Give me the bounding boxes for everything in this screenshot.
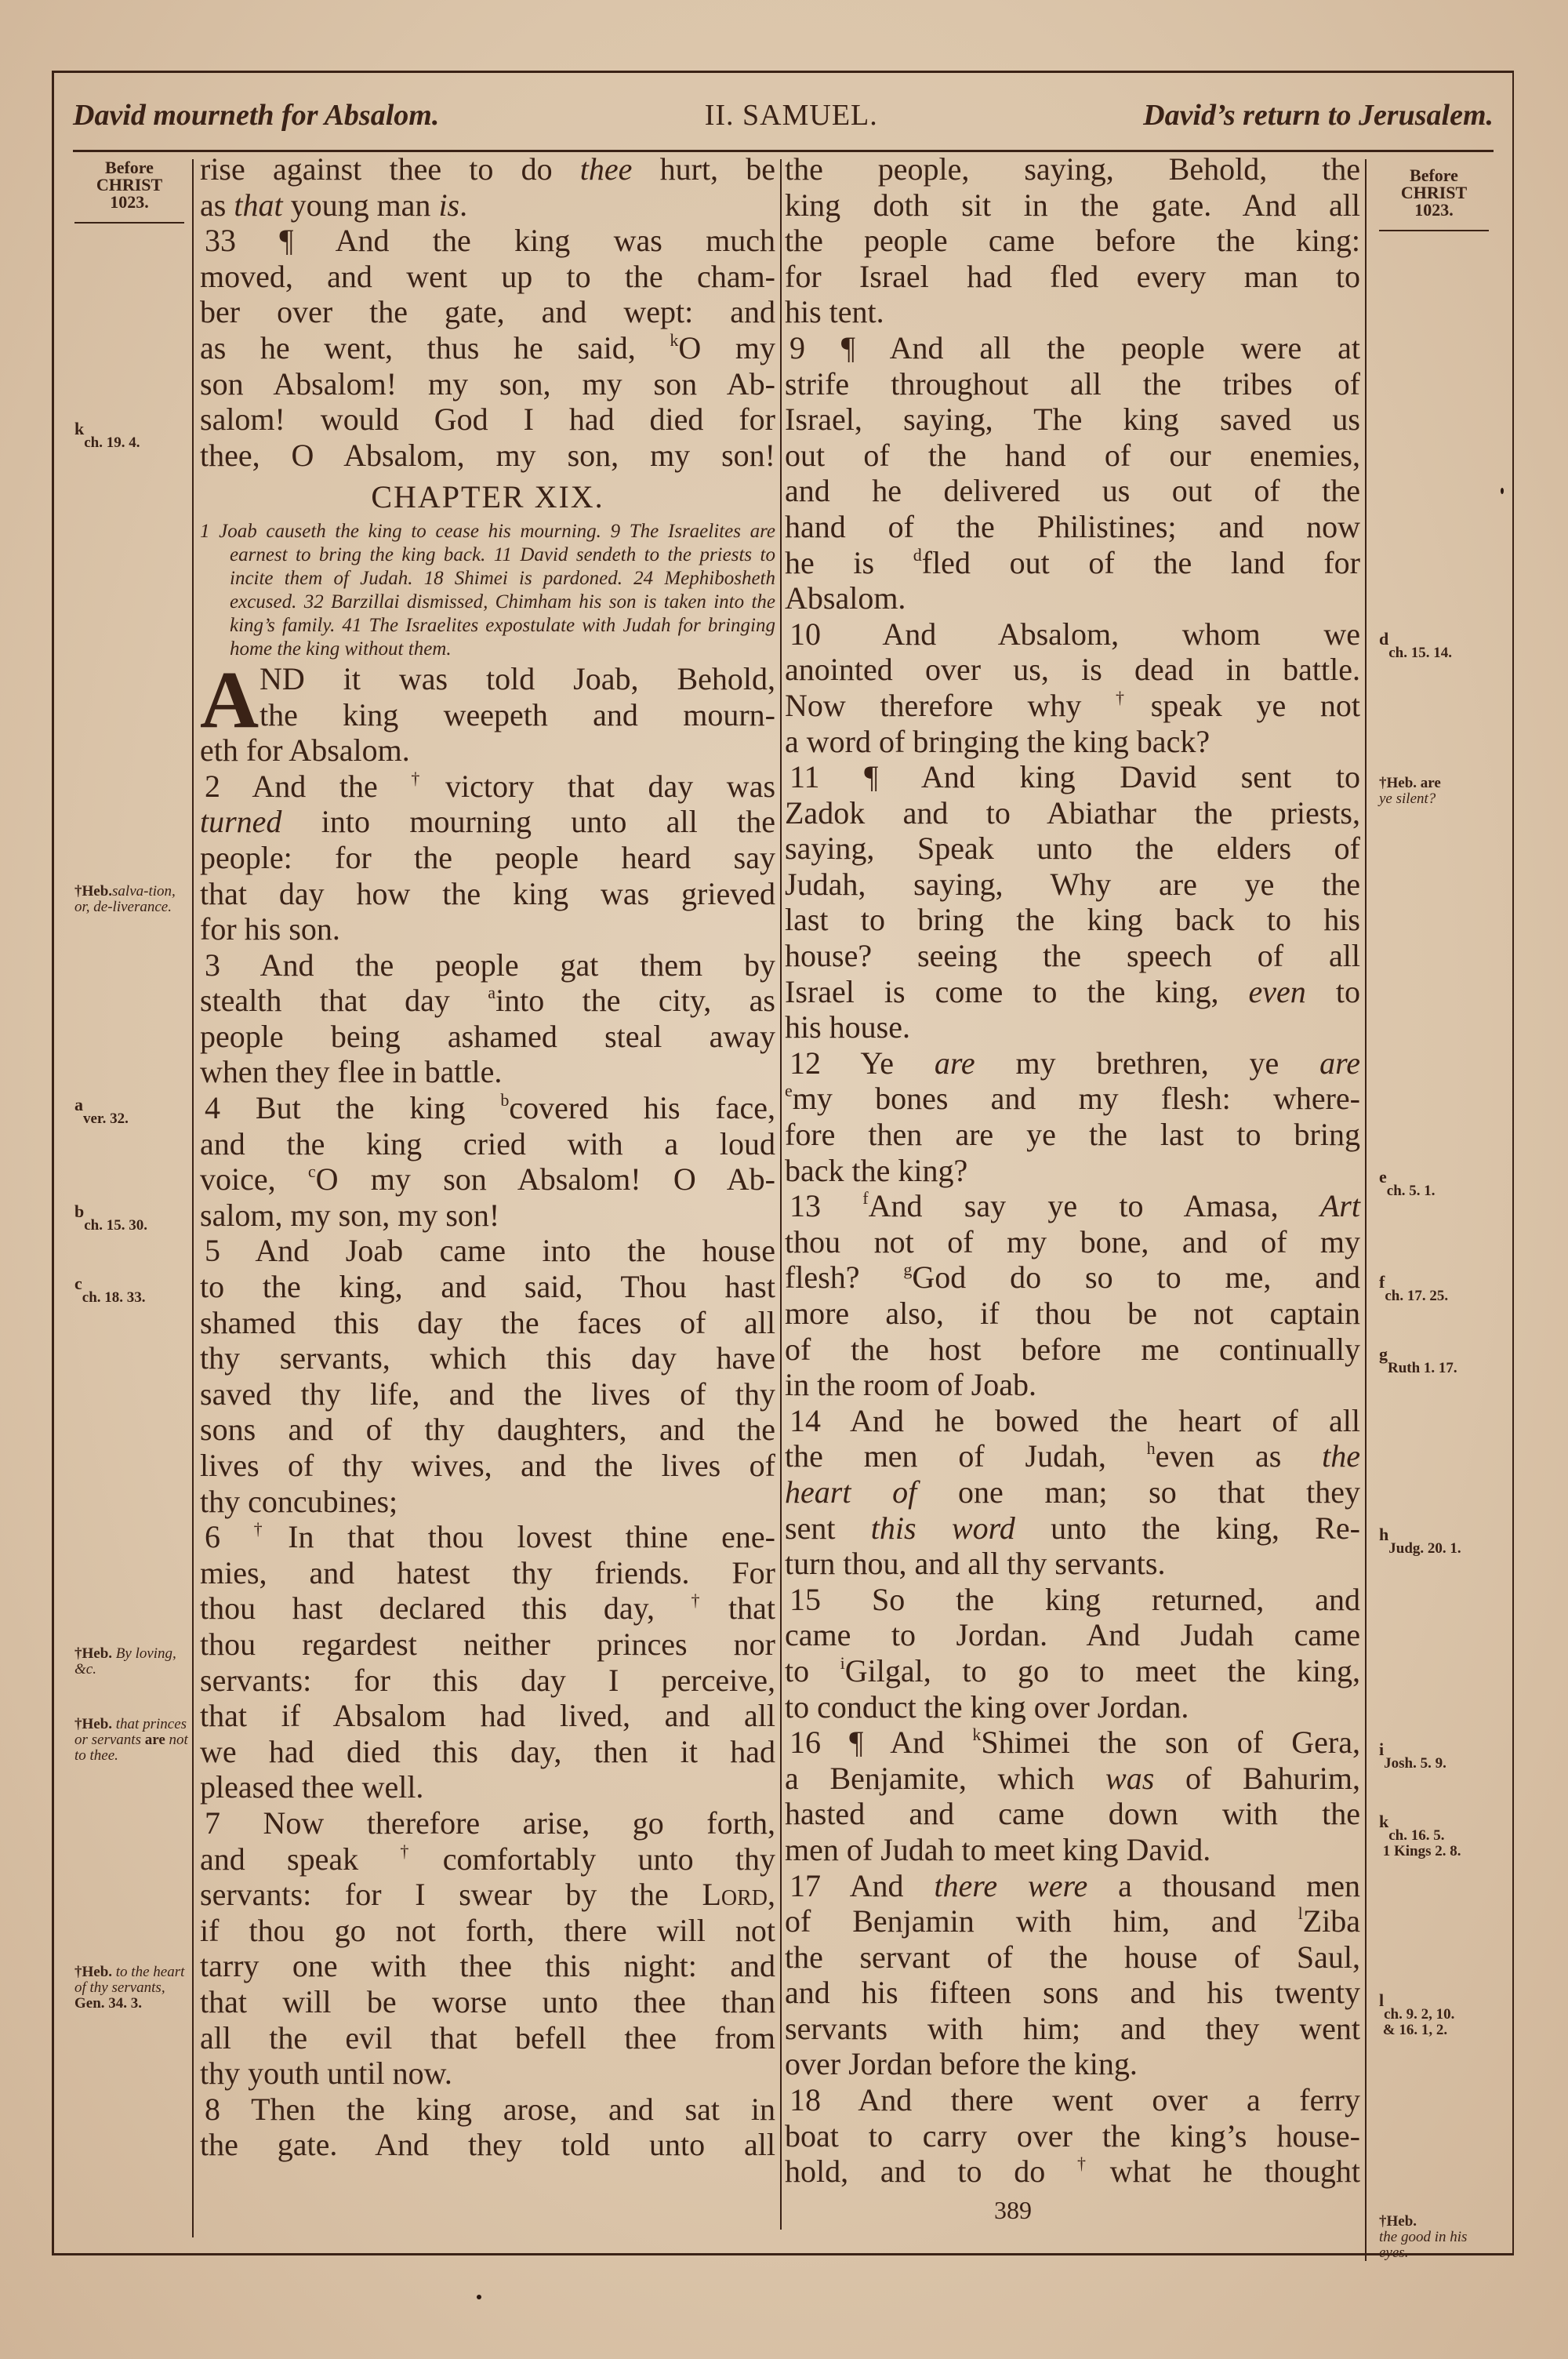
margin-note: †Heb. are ye silent? [1379, 775, 1441, 807]
text-line: of the host before me continually [785, 1331, 1360, 1367]
margin-note: $^l$ch. 9. 2, 10. & 16. 1, 2. [1379, 1990, 1455, 2038]
column-rule-right [1365, 159, 1367, 2261]
era-line: 1023. [110, 192, 149, 212]
text-line: $^e$my bones and my flesh: where- [785, 1081, 1360, 1117]
verse-line: 8 Then the king arose, and sat in [205, 2091, 775, 2127]
era-line: 1023. [1414, 200, 1454, 220]
text-line: the people, saying, Behold, the [785, 151, 1360, 187]
text-line: sons and of thy daughters, and the [200, 1412, 775, 1448]
text-line: came to Jordan. And Judah came [785, 1617, 1360, 1653]
text-line: to conduct the king over Jordan. [785, 1688, 1189, 1725]
margin-note: $^d$ch. 15. 14. [1379, 629, 1452, 661]
ink-speck [1501, 488, 1504, 494]
ink-speck [477, 2295, 481, 2299]
text-line: son Absalom! my son, my son Ab- [200, 365, 775, 402]
text-line: the men of Judah, $^h$even as the [785, 1438, 1360, 1474]
margin-note: †Heb. the good in his eyes. [1379, 2213, 1468, 2261]
text-line: ND it was told Joab, Behold, [260, 660, 775, 696]
text-line: for his son. [200, 911, 340, 947]
running-head-right: David’s return to Jerusalem. [1143, 99, 1494, 132]
margin-note: $^k$ch. 16. 5. 1 Kings 2. 8. [1379, 1812, 1461, 1859]
text-line: the servant of the house of Saul, [785, 1939, 1360, 1975]
verse-line: 4 But the king $^b$covered his face, [205, 1090, 775, 1126]
text-line: in the room of Joab. [785, 1367, 1037, 1403]
text-line: shamed this day the faces of all [200, 1304, 775, 1340]
margin-note: $^b$ch. 15. 30. [74, 1201, 147, 1234]
column-rule-center [780, 159, 782, 2230]
text-line: Israel is come to the king, even to [785, 973, 1360, 1009]
text-line: fore then are ye the last to bring [785, 1117, 1360, 1153]
margin-note: †Heb. that princes or servants are not to thee. [74, 1716, 188, 1764]
text-line: tarry one with thee this night: and [200, 1948, 775, 1984]
text-line: voice, $^c$O my son Absalom! O Ab- [200, 1161, 775, 1198]
text-line: boat to carry over the king’s house- [785, 2117, 1360, 2154]
margin-note: $^g$Ruth 1. 17. [1379, 1344, 1457, 1376]
verse-line: 9 ¶ And all the people were at [789, 329, 1360, 365]
text-line: more also, if thou be not captain [785, 1296, 1360, 1331]
text-line: servants: for I swear by the Lord, [200, 1877, 775, 1913]
text-line: turned into mourning unto all the [200, 804, 775, 840]
text-line: mies, and hatest thy friends. For [200, 1554, 775, 1590]
text-line: Judah, saying, Why are ye the [785, 866, 1360, 902]
page-number: 389 [994, 2196, 1032, 2224]
text-line: stealth that day $^a$into the city, as [200, 983, 775, 1019]
margin-note: $^i$Josh. 5. 9. [1379, 1739, 1446, 1772]
text-line: salom! would God I had died for [200, 402, 775, 438]
text-line: as that young man is. [200, 187, 468, 223]
running-head-book: II. SAMUEL. [704, 99, 878, 132]
text-line: a Benjamite, which was of Bahurim, [785, 1760, 1360, 1796]
verse-line: 10 And Absalom, whom we [789, 616, 1360, 652]
text-line: turn thou, and all thy servants. [785, 1546, 1166, 1582]
text-column-right [785, 151, 1360, 2190]
drop-cap: A [200, 654, 260, 745]
margin-note: $^k$ch. 19. 4. [74, 419, 140, 451]
text-line: king doth sit in the gate. And all [785, 187, 1360, 223]
verse-line: 7 Now therefore arise, go forth, [205, 1805, 775, 1841]
era-line: Before [105, 158, 154, 177]
text-line: that will be worse unto thee than [200, 1983, 775, 2019]
text-column-left [200, 151, 775, 2163]
era-line: CHRIST [1400, 183, 1468, 202]
margin-note: $^e$ch. 5. 1. [1379, 1167, 1436, 1199]
era-marker-left [74, 159, 184, 224]
margin-note: †Heb. By loving, &c. [74, 1645, 176, 1677]
text-line: the people came before the king: [785, 223, 1360, 259]
text-line: ber over the gate, and wept: and [200, 294, 775, 330]
text-line: and he delivered us out of the [785, 473, 1360, 509]
chapter-summary: 1 Joab causeth the king to cease his mourning. 9 The Israelites are earnest to bring the king back. 11 David sendeth to the priests to incite them of Judah. 18 Shimei is pardoned. 24 Mephibosheth excused. 32 Barzillai dismissed, Chimham his son is taken into the king’s family. 41 The Israelites expostulate with Judah for bringing home the king without them. [200, 520, 775, 660]
text-line: that if Absalom had lived, and all [200, 1698, 775, 1734]
verse-line: 33 ¶ And the king was much [205, 223, 775, 259]
text-line: salom, my son, my son! [200, 1197, 500, 1233]
verse-line: 13 $^f$And say ye to Amasa, Art [789, 1188, 1360, 1224]
era-marker-right [1379, 167, 1489, 231]
right-margin [1371, 159, 1497, 2261]
text-line: and his fifteen sons and his twenty [785, 1975, 1360, 2011]
text-line: as he went, thus he said, $^k$O my [200, 329, 776, 365]
text-line: and the king cried with a loud [200, 1125, 775, 1161]
text-line: saved thy life, and the lives of thy [200, 1376, 775, 1412]
text-line: people being ashamed steal away [200, 1018, 775, 1054]
text-line: hasted and came down with the [785, 1796, 1360, 1832]
margin-note: †Heb.salva-tion, or, de-liverance. [74, 883, 176, 915]
text-line: sent this word unto the king, Re- [785, 1510, 1360, 1546]
text-line: for Israel had fled every man to [785, 258, 1360, 294]
text-line: hold, and to do †what he thought [785, 2154, 1361, 2190]
margin-note: $^a$ver. 32. [74, 1095, 129, 1127]
text-line: over Jordan before the king. [785, 2046, 1138, 2082]
verse-line: 12 Ye are my brethren, ye are [789, 1045, 1360, 1081]
text-line: heart of one man; so that they [785, 1474, 1360, 1510]
text-line: to $^i$Gilgal, to go to meet the king, [785, 1652, 1360, 1688]
text-line: hand of the Philistines; and now [785, 508, 1360, 544]
text-line: if thou go not forth, there will not [200, 1912, 775, 1948]
text-line: men of Judah to meet king David. [785, 1831, 1211, 1867]
verse-line: 2 And the †victory that day was [205, 768, 776, 804]
text-line: the gate. And they told unto all [200, 2127, 775, 2163]
text-line: thy concubines; [200, 1483, 398, 1519]
left-margin [67, 159, 192, 2237]
text-line: people: for the people heard say [200, 839, 775, 875]
text-line: servants: for this day I perceive, [200, 1662, 775, 1698]
era-line: Before [1410, 165, 1458, 185]
text-line: we had died this day, then it had [200, 1733, 775, 1769]
verse-line: 17 And there were a thousand men [789, 1867, 1360, 1903]
era-line: CHRIST [96, 175, 163, 194]
text-line: a word of bringing the king back? [785, 723, 1210, 759]
verse-line: 3 And the people gat them by [205, 947, 775, 983]
text-line: house? seeing the speech of all [785, 938, 1360, 974]
text-line: rise against thee to do thee hurt, be [200, 151, 776, 187]
verse-line: 6 †In that thou lovest thine ene- [205, 1519, 776, 1555]
text-line: last to bring the king back to his [785, 902, 1360, 938]
text-line: strife throughout all the tribes of [785, 365, 1360, 402]
text-line: anointed over us, is dead in battle. [785, 652, 1360, 688]
margin-note: $^c$ch. 18. 33. [74, 1274, 146, 1306]
text-line: saying, Speak unto the elders of [785, 831, 1360, 867]
verse-line: 16 ¶ And $^k$Shimei the son of Gera, [789, 1725, 1361, 1761]
text-line: pleased thee well. [200, 1769, 424, 1805]
running-head [73, 92, 1494, 139]
page-frame [52, 71, 1514, 2261]
text-line: Now therefore why †speak ye not [785, 687, 1361, 723]
text-line: Absalom. [785, 580, 906, 616]
verse-line: 14 And he bowed the heart of all [789, 1402, 1360, 1438]
verse-line: 11 ¶ And king David sent to [789, 759, 1360, 795]
running-head-left: David mourneth for Absalom. [73, 99, 440, 132]
text-line: of Benjamin with him, and $^l$Ziba [785, 1903, 1360, 1939]
text-line: moved, and went up to the cham- [200, 258, 775, 294]
column-rule-left [192, 159, 194, 2237]
margin-note: $^h$Judg. 20. 1. [1379, 1525, 1461, 1557]
verse-line: 15 So the king returned, and [789, 1581, 1360, 1617]
text-line: Israel, saying, The king saved us [785, 402, 1360, 438]
text-line: and speak †comfortably unto thy [200, 1841, 776, 1877]
text-line: he is $^d$fled out of the land for [785, 544, 1361, 580]
text-line: out of the hand of our enemies, [785, 437, 1360, 473]
text-line: thee, O Absalom, my son, my son! [200, 437, 775, 473]
margin-note: $^f$ch. 17. 25. [1379, 1272, 1449, 1304]
text-line: thou not of my bone, and of my [785, 1223, 1360, 1259]
chapter-opening [200, 654, 775, 745]
margin-note: †Heb. to the heart of thy servants, Gen. 34. 3. [74, 1964, 185, 2012]
verse-line: 5 And Joab came into the house [205, 1233, 775, 1269]
text-line: eth for Absalom. [200, 732, 410, 769]
text-line: his house. [785, 1009, 910, 1045]
text-line: thou regardest neither princes nor [200, 1626, 775, 1662]
text-line: his tent. [785, 294, 884, 330]
text-line: servants with him; and they went [785, 2010, 1360, 2046]
verse-line: 18 And there went over a ferry [789, 2082, 1360, 2118]
text-line: when they flee in battle. [200, 1054, 503, 1090]
text-line: all the evil that befell thee from [200, 2019, 775, 2055]
text-line: thy youth until now. [200, 2055, 452, 2092]
chapter-title: CHAPTER XIX. [371, 479, 604, 515]
text-line: flesh? $^g$God do so to me, and [785, 1259, 1360, 1296]
text-line: Zadok and to Abiathar the priests, [785, 794, 1360, 831]
text-line: lives of thy wives, and the lives of [200, 1448, 775, 1483]
text-line: back the king? [785, 1152, 968, 1188]
text-line: to the king, and said, Thou hast [200, 1269, 775, 1305]
text-line: that day how the king was grieved [200, 875, 775, 911]
text-line: thy servants, which this day have [200, 1340, 775, 1376]
text-line: the king weepeth and mourn- [260, 696, 775, 732]
text-line: thou hast declared this day, †that [200, 1590, 775, 1627]
